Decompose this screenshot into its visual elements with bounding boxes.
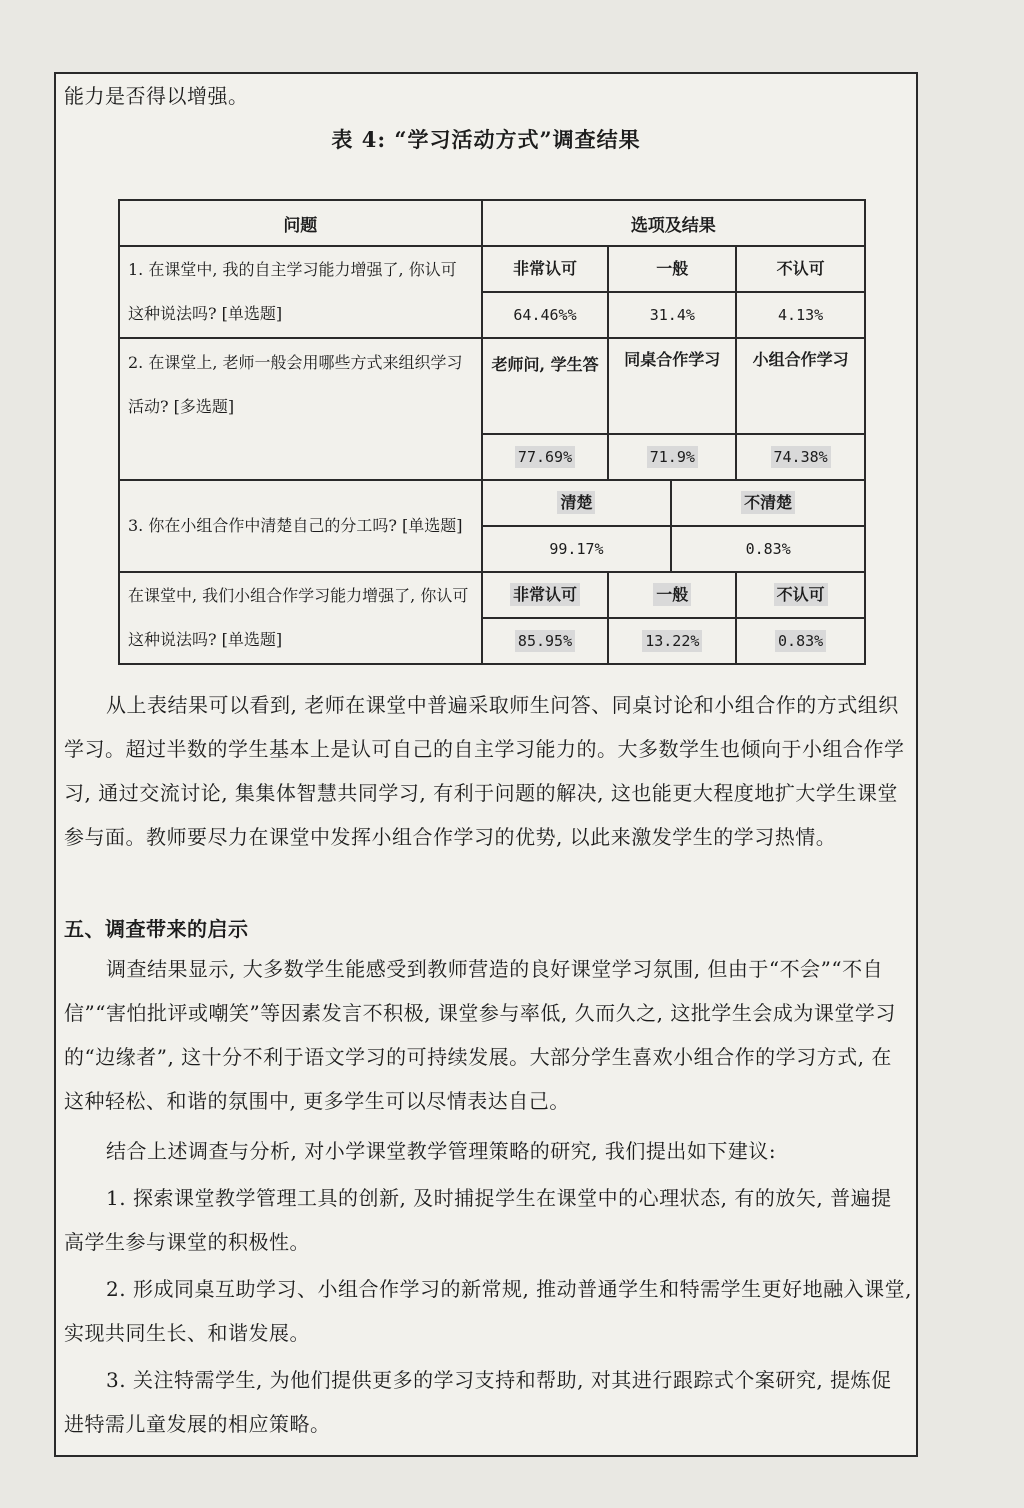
q2-option-2: 同桌合作学习 [608,338,736,434]
q1-option-1: 非常认可 [482,246,609,292]
q2-value-1 [482,434,609,480]
q1-value-2: 31.4% [608,292,736,338]
q4-value-1-text: 85.95% [515,630,575,652]
question-1: 1. 在课堂中, 我的自主学习能力增强了, 你认可这种说法吗? [单选题] [119,246,482,338]
table-row [119,246,865,292]
q4-option-3 [736,572,865,618]
q3-value-2: 0.83% [671,526,865,572]
q1-value-3: 4.13% [736,292,865,338]
paragraph-suggestions-intro: 结合上述调查与分析, 对小学课堂教学管理策略的研究, 我们提出如下建议: [106,1139,777,1163]
q4-value-3-text: 0.83% [775,630,826,652]
intro-line: 能力是否得以增强。 [64,84,249,108]
section-heading: 五、调查带来的启示 [64,917,249,941]
question-4: 在课堂中, 我们小组合作学习能力增强了, 你认可这种说法吗? [单选题] [119,572,482,664]
q3-value-1: 99.17% [482,526,672,572]
q4-option-3-text: 不认可 [774,583,828,606]
suggestion-2: 2. 形成同桌互助学习、小组合作学习的新常规, 推动普通学生和特需学生更好地融入课堂, 实现共同生长、和谐发展。 [64,1277,913,1345]
suggestion-1: 1. 探索课堂教学管理工具的创新, 及时捕捉学生在课堂中的心理状态, 有的放矢, 普遍提高学生参与课堂的积极性。 [64,1186,892,1254]
q2-option-3: 小组合作学习 [736,338,865,434]
q1-option-3: 不认可 [736,246,865,292]
header-options: 选项及结果 [482,200,865,246]
header-question: 问题 [119,200,482,246]
q2-value-2-text: 71.9% [647,446,698,468]
q1-value-1: 64.46%% [482,292,609,338]
paragraph-analysis: 从上表结果可以看到, 老师在课堂中普遍采取师生问答、同桌讨论和小组合作的方式组织学习。超过半数的学生基本上是认可自己的自主学习能力的。大多数学生也倾向于小组合作学习, 通过交流讨论, 集集体智慧共同学习, 有利于问题的解决, 这也能更大程度地扩大学生课堂参与面。教师要尽力在课堂中发挥小组合作学习的优势, 以此来激发学生的学习热情。 [64,693,905,849]
question-3: 3. 你在小组合作中清楚自己的分工吗? [单选题] [119,480,482,572]
q3-option-1-text: 清楚 [557,491,595,514]
q4-option-1-text: 非常认可 [510,583,580,606]
q2-value-2 [608,434,736,480]
q3-option-1 [482,480,672,526]
survey-table [118,199,866,665]
q2-value-3 [736,434,865,480]
table-title: 表 4: “学习活动方式”调查结果 [331,127,641,152]
table-header-row [119,200,865,246]
q4-value-2-text: 13.22% [642,630,702,652]
table-row [119,338,865,434]
q1-option-2: 一般 [608,246,736,292]
q2-option-1: 老师问, 学生答 [482,338,609,434]
q4-option-2-text: 一般 [653,583,691,606]
table-row [119,480,865,526]
q4-option-2 [608,572,736,618]
q4-value-3 [736,618,865,664]
paragraph-findings: 调查结果显示, 大多数学生能感受到教师营造的良好课堂学习氛围, 但由于“不会”“不自信”“害怕批评或嘲笑”等因素发言不积极, 课堂参与率低, 久而久之, 这批学生会成为课堂学习的“边缘者”, 这十分不利于语文学习的可持续发展。大部分学生喜欢小组合作的学习方式, 在这种轻松、和谐的氛围中, 更多学生可以尽情表达自己。 [64,957,896,1113]
table-row [119,572,865,618]
suggestion-3: 3. 关注特需学生, 为他们提供更多的学习支持和帮助, 对其进行跟踪式个案研究, 提炼促进特需儿童发展的相应策略。 [64,1368,892,1436]
q2-value-1-text: 77.69% [515,446,575,468]
q4-value-2 [608,618,736,664]
q4-value-1 [482,618,609,664]
q4-option-1 [482,572,609,618]
q3-option-2-text: 不清楚 [741,491,795,514]
q2-value-3-text: 74.38% [771,446,831,468]
question-2: 2. 在课堂上, 老师一般会用哪些方式来组织学习活动? [多选题] [119,338,482,480]
q3-option-2 [671,480,865,526]
